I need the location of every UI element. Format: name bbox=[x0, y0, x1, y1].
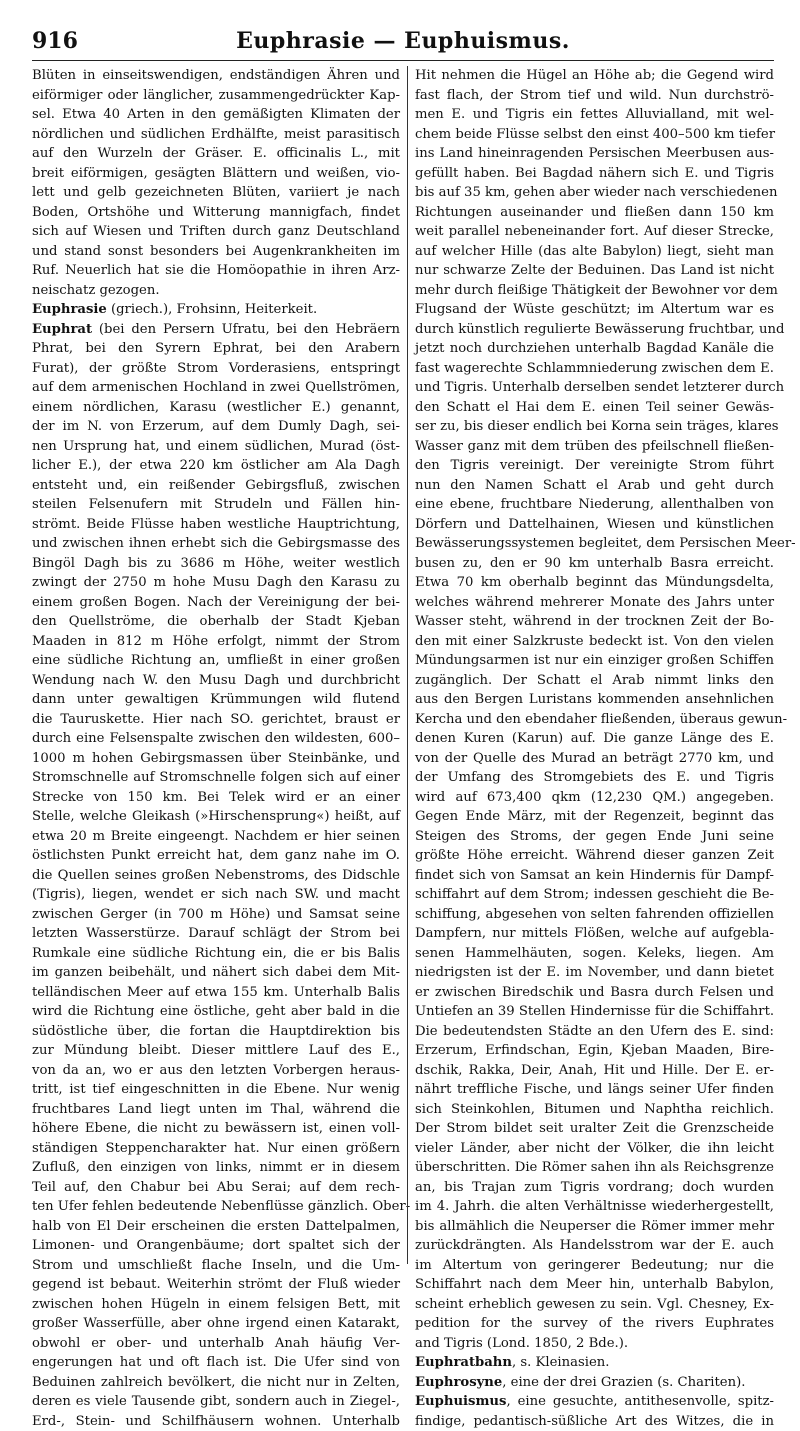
text-line bbox=[32, 417, 400, 437]
line-text: nördlichen und südlichen Erdhälfte, meist parasitisch bbox=[32, 127, 400, 142]
text-line bbox=[415, 1275, 774, 1295]
line-text: Stromschnelle auf Stromschnelle folgen sich auf einer bbox=[32, 770, 400, 785]
header-rule bbox=[32, 60, 774, 61]
text-line bbox=[32, 573, 400, 593]
line-text: fruchtbares Land liegt unten im Thal, während die bbox=[32, 1102, 400, 1117]
text-line bbox=[32, 476, 400, 496]
text-line bbox=[415, 1314, 774, 1334]
line-text: sel. Etwa 40 Arten in den gemäßigten Klimaten der bbox=[32, 107, 400, 122]
line-text: (griech.), Frohsinn, Heiterkeit. bbox=[107, 302, 317, 317]
text-line bbox=[415, 671, 774, 691]
text-line bbox=[415, 554, 774, 574]
line-text: zwischen Gerger (in 700 m Höhe) und Samsat seine bbox=[32, 907, 400, 922]
line-text: tritt, ist tief eingeschnitten in die Ebene. Nur wenig bbox=[32, 1082, 400, 1097]
line-text: eiförmiger oder länglicher, zusammengedrückter Kap- bbox=[32, 88, 400, 103]
line-text: an, bis Trajan zum Tigris vordrang; doch wurden bbox=[415, 1180, 774, 1195]
text-line bbox=[415, 1002, 774, 1022]
text-line bbox=[32, 534, 400, 554]
text-line bbox=[415, 105, 774, 125]
text-line bbox=[415, 300, 774, 320]
line-text: niedrigsten ist der E. im November, und dann bietet bbox=[415, 965, 774, 980]
text-line bbox=[32, 846, 400, 866]
text-line bbox=[415, 1080, 774, 1100]
text-line bbox=[32, 222, 400, 242]
line-text: wird auf 673,400 qkm (12,230 QM.) angegeben. bbox=[415, 790, 774, 805]
line-text: Schiffahrt nach dem Meer hin, unterhalb Babylon, bbox=[415, 1277, 774, 1292]
text-line bbox=[32, 1256, 400, 1276]
text-line bbox=[32, 963, 400, 983]
page-header bbox=[32, 26, 774, 62]
text-line bbox=[415, 1256, 774, 1276]
line-text: Wasser steht, während in der trocknen Zeit der Bo- bbox=[415, 614, 774, 629]
line-text: Furat), der größte Strom Vorderasiens, entspringt bbox=[32, 361, 400, 376]
line-text: der im N. von Erzerum, auf dem Dumly Dagh, sei- bbox=[32, 419, 400, 434]
line-text: Gegen Ende März, mit der Regenzeit, beginnt das bbox=[415, 809, 774, 824]
line-text: östlichsten Punkt erreicht hat, dem ganz nahe im O. bbox=[32, 848, 400, 863]
line-text: durch künstlich regulierte Bewässerung fruchtbar, und bbox=[415, 322, 784, 337]
text-line bbox=[32, 632, 400, 652]
line-text: Kercha und den ebendaher fließenden, überaus gewun- bbox=[415, 712, 787, 727]
text-line bbox=[32, 242, 400, 262]
line-text: Erzerum, Erfindschan, Egin, Kjeban Maaden, Bire- bbox=[415, 1043, 774, 1058]
line-text: von der Quelle des Murad an beträgt 2770 km, und bbox=[415, 751, 774, 766]
line-text: telländischen Meer auf etwa 155 km. Unterhalb Balis bbox=[32, 985, 400, 1000]
line-text: Dampfern, nur mittels Flößen, welche auf aufgebla- bbox=[415, 926, 774, 941]
line-text: den Schatt el Hai dem E. einen Teil seiner Gewäs- bbox=[415, 400, 774, 415]
line-text: , s. Kleinasien. bbox=[512, 1355, 609, 1370]
text-line bbox=[32, 261, 400, 281]
line-text: bis allmählich die Neuperser die Römer immer mehr bbox=[415, 1219, 774, 1234]
line-text: entsteht und, ein reißender Gebirgsfluß, zwischen bbox=[32, 478, 400, 493]
text-line bbox=[415, 1041, 774, 1061]
text-line bbox=[415, 242, 774, 262]
line-text: nährt treffliche Fische, und längs seiner Ufer finden bbox=[415, 1082, 774, 1097]
line-text: senen Hammelhäuten, sogen. Keleks, liegen. Am bbox=[415, 946, 774, 961]
line-text: den mit einer Salzkruste bedeckt ist. Von den vielen bbox=[415, 634, 774, 649]
text-line bbox=[415, 222, 774, 242]
line-text: Boden, Ortshöhe und Witterung mannigfach, findet bbox=[32, 205, 400, 220]
text-line bbox=[32, 1061, 400, 1081]
line-text: letzten Wasserstürze. Darauf schlägt der Strom bei bbox=[32, 926, 400, 941]
text-line bbox=[32, 105, 400, 125]
text-line bbox=[32, 1353, 400, 1373]
text-line bbox=[32, 1100, 400, 1120]
text-line bbox=[32, 1139, 400, 1159]
text-line bbox=[415, 924, 774, 944]
text-line bbox=[32, 1119, 400, 1139]
text-line bbox=[32, 1080, 400, 1100]
text-line bbox=[415, 1022, 774, 1042]
line-text: mehr durch fleißige Thätigkeit der Bewohner vor dem bbox=[415, 283, 778, 298]
column-divider bbox=[407, 66, 408, 1264]
text-line bbox=[32, 651, 400, 671]
line-text: chem beide Flüsse selbst den einst 400–500 km tiefer bbox=[415, 127, 775, 142]
entry-headword: Euphratbahn bbox=[415, 1355, 512, 1370]
line-text: nun den Namen Schatt el Arab und geht durch bbox=[415, 478, 774, 493]
text-line bbox=[32, 885, 400, 905]
line-text: Maaden in 812 m Höhe erfolgt, nimmt der Strom bbox=[32, 634, 400, 649]
text-line bbox=[32, 86, 400, 106]
line-text: Blüten in einseitswendigen, endständigen Ähren und bbox=[32, 68, 400, 83]
text-line bbox=[32, 944, 400, 964]
line-text: Etwa 70 km oberhalb beginnt das Mündungsdelta, bbox=[415, 575, 774, 590]
line-text: Steigen des Stroms, der gegen Ende Juni seine bbox=[415, 829, 774, 844]
line-text: ins Land hineinragenden Persischen Meerbusen aus- bbox=[415, 146, 774, 161]
text-line bbox=[415, 710, 774, 730]
line-text: vieler Länder, aber nicht der Völker, die ihn leicht bbox=[415, 1141, 774, 1156]
line-text: nen Ursprung hat, und einem südlichen, Murad (öst- bbox=[32, 439, 400, 454]
page-number: 916 bbox=[32, 28, 78, 54]
line-text: bis auf 35 km, gehen aber wieder nach verschiedenen bbox=[415, 185, 777, 200]
text-line bbox=[32, 281, 400, 301]
text-line bbox=[415, 651, 774, 671]
text-line bbox=[415, 944, 774, 964]
line-text: findet sich von Samsat an kein Hindernis für Dampf- bbox=[415, 868, 774, 883]
line-text: Flugsand der Wüste geschützt; im Altertum war es bbox=[415, 302, 774, 317]
line-text: auf welcher Hille (das alte Babylon) liegt, sieht man bbox=[415, 244, 774, 259]
line-text: im 4. Jahrh. die alten Verhältnisse wiederhergestellt, bbox=[415, 1199, 774, 1214]
line-text: 1000 m hohen Gebirgsmassen über Steinbänke, und bbox=[32, 751, 400, 766]
line-text: Limonen- und Orangenbäume; dort spaltet sich der bbox=[32, 1238, 400, 1253]
text-line bbox=[415, 144, 774, 164]
line-text: Bewässerungssystemen begleitet, dem Persischen Meer- bbox=[415, 536, 796, 551]
line-text: durch eine Felsenspalte zwischen den wildesten, 600– bbox=[32, 731, 400, 746]
text-line bbox=[415, 1119, 774, 1139]
line-text: (Tigris), liegen, wendet er sich nach SW. und macht bbox=[32, 887, 400, 902]
text-line bbox=[32, 1295, 400, 1315]
text-line bbox=[415, 495, 774, 515]
line-text: and Tigris (Lond. 1850, 2 Bde.). bbox=[415, 1336, 628, 1351]
text-line bbox=[415, 866, 774, 886]
line-text: Ruf. Neuerlich hat sie die Homöopathie in ihren Arz- bbox=[32, 263, 400, 278]
line-text: etwa 20 m Breite eingeengt. Nachdem er hier seinen bbox=[32, 829, 400, 844]
text-line bbox=[32, 378, 400, 398]
line-text: denen Kuren (Karun) auf. Die ganze Länge des E. bbox=[415, 731, 774, 746]
line-text: er zwischen Biredschik und Basra durch Felsen und bbox=[415, 985, 774, 1000]
entry-start-line bbox=[415, 1353, 774, 1373]
text-line bbox=[415, 1100, 774, 1120]
line-text: den Tigris vereinigt. Der vereinigte Strom führt bbox=[415, 458, 774, 473]
text-line bbox=[415, 1197, 774, 1217]
line-text: welches während mehrerer Monate des Jahrs unter bbox=[415, 595, 774, 610]
text-line bbox=[32, 1178, 400, 1198]
text-line bbox=[32, 729, 400, 749]
line-text: größte Höhe erreicht. Während dieser ganzen Zeit bbox=[415, 848, 774, 863]
text-line bbox=[32, 866, 400, 886]
text-line bbox=[32, 1022, 400, 1042]
line-text: weit parallel nebeneinander fort. Auf dieser Strecke, bbox=[415, 224, 774, 239]
line-text: großer Wasserfülle, aber ohne irgend einen Katarakt, bbox=[32, 1316, 400, 1331]
text-line bbox=[415, 827, 774, 847]
line-text: gefüllt haben. Bei Bagdad nähern sich E. und Tigris bbox=[415, 166, 774, 181]
running-head: Euphrasie — Euphuismus. bbox=[32, 28, 774, 54]
text-line bbox=[32, 1041, 400, 1061]
line-text: scheint erheblich gewesen zu sein. Vgl. Chesney, Ex- bbox=[415, 1297, 774, 1312]
text-line bbox=[415, 1412, 774, 1431]
line-text: Teil auf, den Chabur bei Abu Serai; auf dem rech- bbox=[32, 1180, 400, 1195]
line-text: , eine gesuchte, antithesenvolle, spitz- bbox=[506, 1394, 774, 1409]
line-text: deren es viele Tausende gibt, sondern auch in Ziegel-, bbox=[32, 1394, 400, 1409]
line-text: höhere Ebene, die nicht zu bewässern ist, einen voll- bbox=[32, 1121, 400, 1136]
line-text: , eine der drei Grazien (s. Chariten). bbox=[502, 1375, 745, 1390]
right-column bbox=[415, 66, 774, 1266]
entry-headword: Euphuismus bbox=[415, 1394, 506, 1409]
text-line bbox=[32, 807, 400, 827]
text-line bbox=[32, 66, 400, 86]
line-text: pedition for the survey of the rivers Euphrates bbox=[415, 1316, 774, 1331]
line-text: engerungen hat und oft flach ist. Die Ufer sind von bbox=[32, 1355, 400, 1370]
line-text: Rumkale eine südliche Richtung ein, die er bis Balis bbox=[32, 946, 400, 961]
line-text: licher E.), der etwa 220 km östlicher am Ala Dagh bbox=[32, 458, 400, 473]
text-line bbox=[415, 612, 774, 632]
line-text: Zufluß, den einzigen von links, nimmt er in diesem bbox=[32, 1160, 400, 1175]
text-line bbox=[415, 573, 774, 593]
text-line bbox=[32, 593, 400, 613]
text-line bbox=[415, 281, 774, 301]
text-line bbox=[415, 768, 774, 788]
line-text: im ganzen beibehält, und nähert sich dabei dem Mit- bbox=[32, 965, 400, 980]
text-line bbox=[32, 1275, 400, 1295]
text-line bbox=[32, 690, 400, 710]
text-line bbox=[32, 612, 400, 632]
line-text: Mündungsarmen ist nur ein einziger großen Schiffen bbox=[415, 653, 774, 668]
line-text: lett und gelb gezeichneten Blüten, variiert je nach bbox=[32, 185, 400, 200]
text-line bbox=[415, 632, 774, 652]
entry-headword: Euphrosyne bbox=[415, 1375, 502, 1390]
line-text: aus den Bergen Luristans kommenden ansehnlichen bbox=[415, 692, 774, 707]
line-text: Strecke von 150 km. Bei Telek wird er an einer bbox=[32, 790, 400, 805]
line-text: ser zu, bis dieser endlich bei Korna sein träges, klares bbox=[415, 419, 779, 434]
line-text: Richtungen auseinander und fließen dann 150 km bbox=[415, 205, 774, 220]
text-line bbox=[32, 1373, 400, 1393]
line-text: eine südliche Richtung an, umfließt in einer großen bbox=[32, 653, 400, 668]
line-text: schiffahrt auf dem Strom; indessen geschieht die Be- bbox=[415, 887, 774, 902]
entry-start-line bbox=[415, 1373, 774, 1393]
line-text: zurückdrängten. Als Handelsstrom war der E. auch bbox=[415, 1238, 774, 1253]
line-text: einem nördlichen, Karasu (westlicher E.) genannt, bbox=[32, 400, 400, 415]
text-line bbox=[32, 749, 400, 769]
text-line bbox=[415, 183, 774, 203]
line-text: die Quellen seines großen Nebenstroms, des Didschle bbox=[32, 868, 400, 883]
text-line bbox=[32, 515, 400, 535]
line-text: gegend ist bebaut. Weiterhin strömt der Fluß wieder bbox=[32, 1277, 400, 1292]
line-text: dschik, Rakka, Deir, Anah, Hit und Hille. Der E. er- bbox=[415, 1063, 774, 1078]
line-text: nur schwarze Zelte der Beduinen. Das Land ist nicht bbox=[415, 263, 774, 278]
text-line bbox=[32, 456, 400, 476]
line-text: zwischen hohen Hügeln in einem felsigen Bett, mit bbox=[32, 1297, 400, 1312]
line-text: Erd-, Stein- und Schilfhäusern wohnen. Unterhalb bbox=[32, 1414, 400, 1429]
text-line bbox=[415, 320, 774, 340]
text-line bbox=[32, 203, 400, 223]
text-line bbox=[415, 1178, 774, 1198]
line-text: die Tauruskette. Hier nach SO. gerichtet, braust er bbox=[32, 712, 400, 727]
text-line bbox=[415, 885, 774, 905]
line-text: Phrat, bei den Syrern Ephrat, bei den Arabern bbox=[32, 341, 400, 356]
text-line bbox=[415, 1334, 774, 1354]
text-line bbox=[415, 339, 774, 359]
text-line bbox=[415, 359, 774, 379]
line-text: fast flach, der Strom tief und wild. Nun durchströ- bbox=[415, 88, 774, 103]
text-line bbox=[32, 1412, 400, 1431]
text-line bbox=[32, 1334, 400, 1354]
entry-start-line bbox=[32, 300, 400, 320]
text-line bbox=[32, 710, 400, 730]
line-text: der Umfang des Stromgebiets des E. und Tigris bbox=[415, 770, 774, 785]
line-text: Wasser ganz mit dem trüben des pfeilschnell fließen- bbox=[415, 439, 774, 454]
text-line bbox=[32, 495, 400, 515]
line-text: steilen Felsenufern mit Strudeln und Fällen hin- bbox=[32, 497, 400, 512]
text-line bbox=[32, 905, 400, 925]
text-line bbox=[415, 417, 774, 437]
text-line bbox=[415, 437, 774, 457]
line-text: einem großen Bogen. Nach der Vereinigung der bei- bbox=[32, 595, 400, 610]
line-text: und stand sonst besonders bei Augenkrankheiten im bbox=[32, 244, 400, 259]
entry-start-line bbox=[415, 1392, 774, 1412]
line-text: findige, pedantisch-süßliche Art des Witzes, die in bbox=[415, 1414, 774, 1429]
text-line bbox=[32, 1392, 400, 1412]
text-line bbox=[32, 671, 400, 691]
entry-headword: Euphrasie bbox=[32, 302, 107, 317]
text-line bbox=[415, 1139, 774, 1159]
text-line bbox=[32, 924, 400, 944]
text-line bbox=[32, 125, 400, 145]
text-line bbox=[32, 1314, 400, 1334]
line-text: Strom und umschließt flache Inseln, und die Um- bbox=[32, 1258, 400, 1273]
line-text: Dörfern und Dattelhainen, Wiesen und künstlichen bbox=[415, 517, 774, 532]
text-line bbox=[32, 788, 400, 808]
text-line bbox=[32, 554, 400, 574]
line-text: (bei den Persern Ufratu, bei den Hebräern bbox=[92, 322, 400, 337]
text-line bbox=[415, 593, 774, 613]
line-text: Beduinen zahlreich bevölkert, die nicht nur in Zelten, bbox=[32, 1375, 400, 1390]
line-text: jetzt noch durchziehen unterhalb Bagdad Kanäle die bbox=[415, 341, 774, 356]
text-line bbox=[32, 183, 400, 203]
line-text: Hit nehmen die Hügel an Höhe ab; die Gegend wird bbox=[415, 68, 774, 83]
line-text: Stelle, welche Gleikash (»Hirschensprung«) heißt, auf bbox=[32, 809, 400, 824]
text-line bbox=[415, 378, 774, 398]
line-text: und zwischen ihnen erhebt sich die Gebirgsmasse des bbox=[32, 536, 400, 551]
text-line bbox=[415, 905, 774, 925]
line-text: obwohl er ober- und unterhalb Anah häufig Ver- bbox=[32, 1336, 400, 1351]
text-line bbox=[32, 144, 400, 164]
line-text: im Altertum von geringerer Bedeutung; nur die bbox=[415, 1258, 774, 1273]
text-line bbox=[415, 515, 774, 535]
text-line bbox=[32, 1197, 400, 1217]
text-line bbox=[415, 729, 774, 749]
text-line bbox=[415, 1158, 774, 1178]
text-line bbox=[32, 339, 400, 359]
text-line bbox=[32, 164, 400, 184]
left-column bbox=[32, 66, 400, 1266]
text-line bbox=[32, 827, 400, 847]
line-text: zwingt der 2750 m hohe Musu Dagh den Karasu zu bbox=[32, 575, 400, 590]
line-text: südöstliche über, die fortan die Hauptdirektion bis bbox=[32, 1024, 400, 1039]
text-line bbox=[415, 203, 774, 223]
text-line bbox=[415, 534, 774, 554]
text-line bbox=[32, 1002, 400, 1022]
entry-start-line bbox=[32, 320, 400, 340]
text-line bbox=[32, 1217, 400, 1237]
line-text: dann unter gewaltigen Krümmungen wild flutend bbox=[32, 692, 400, 707]
line-text: ständigen Steppencharakter hat. Nur einen größern bbox=[32, 1141, 400, 1156]
text-line bbox=[32, 983, 400, 1003]
text-line bbox=[415, 164, 774, 184]
text-line bbox=[415, 1217, 774, 1237]
text-line bbox=[415, 86, 774, 106]
line-text: fast wagerechte Schlammniederung zwischen dem E. bbox=[415, 361, 774, 376]
line-text: Untiefen an 39 Stellen Hindernisse für die Schiffahrt. bbox=[415, 1004, 774, 1019]
text-line bbox=[415, 788, 774, 808]
text-line bbox=[415, 690, 774, 710]
text-line bbox=[415, 456, 774, 476]
line-text: Wendung nach W. den Musu Dagh und durchbricht bbox=[32, 673, 400, 688]
line-text: auf dem armenischen Hochland in zwei Quellströmen, bbox=[32, 380, 400, 395]
line-text: neischatz gezogen. bbox=[32, 283, 160, 298]
text-line bbox=[415, 1236, 774, 1256]
line-text: schiffung, abgesehen von selten fahrenden offiziellen bbox=[415, 907, 774, 922]
text-line bbox=[415, 261, 774, 281]
text-line bbox=[32, 768, 400, 788]
line-text: auf den Wurzeln der Gräser. E. officinalis L., mit bbox=[32, 146, 400, 161]
line-text: zur Mündung bleibt. Dieser mittlere Lauf des E., bbox=[32, 1043, 400, 1058]
text-line bbox=[32, 359, 400, 379]
line-text: Der Strom bildet seit uralter Zeit die Grenzscheide bbox=[415, 1121, 774, 1136]
line-text: Bingöl Dagh bis zu 3686 m Höhe, weiter westlich bbox=[32, 556, 400, 571]
line-text: breit eiförmigen, gesägten Blättern und weißen, vio- bbox=[32, 166, 400, 181]
text-line bbox=[415, 1295, 774, 1315]
text-line bbox=[32, 398, 400, 418]
line-text: von da an, wo er aus den letzten Vorbergen heraus- bbox=[32, 1063, 400, 1078]
line-text: busen zu, den er 90 km unterhalb Basra erreicht. bbox=[415, 556, 774, 571]
line-text: strömt. Beide Flüsse haben westliche Hauptrichtung, bbox=[32, 517, 400, 532]
text-line bbox=[415, 125, 774, 145]
text-line bbox=[415, 846, 774, 866]
entry-headword: Euphrat bbox=[32, 322, 92, 337]
text-line bbox=[415, 398, 774, 418]
line-text: eine ebene, fruchtbare Niederung, allenthalben von bbox=[415, 497, 774, 512]
line-text: überschritten. Die Römer sahen ihn als Reichsgrenze bbox=[415, 1160, 774, 1175]
text-line bbox=[415, 807, 774, 827]
line-text: den Quellströme, die oberhalb der Stadt Kjeban bbox=[32, 614, 400, 629]
line-text: Die bedeutendsten Städte an den Ufern des E. sind: bbox=[415, 1024, 774, 1039]
text-line bbox=[415, 476, 774, 496]
line-text: zugänglich. Der Schatt el Arab nimmt links den bbox=[415, 673, 774, 688]
line-text: sich Steinkohlen, Bitumen und Naphtha reichlich. bbox=[415, 1102, 774, 1117]
line-text: wird die Richtung eine östliche, geht aber bald in die bbox=[32, 1004, 400, 1019]
text-line bbox=[415, 963, 774, 983]
text-line bbox=[32, 1158, 400, 1178]
text-line bbox=[415, 983, 774, 1003]
line-text: sich auf Wiesen und Triften durch ganz Deutschland bbox=[32, 224, 400, 239]
text-line bbox=[415, 66, 774, 86]
line-text: halb von El Deir erscheinen die ersten Dattelpalmen, bbox=[32, 1219, 400, 1234]
text-line bbox=[32, 1236, 400, 1256]
text-line bbox=[32, 437, 400, 457]
text-line bbox=[415, 749, 774, 769]
line-text: men E. und Tigris ein fettes Alluvialland, mit wel- bbox=[415, 107, 774, 122]
line-text: und Tigris. Unterhalb derselben sendet letzterer durch bbox=[415, 380, 784, 395]
line-text: ten Ufer fehlen bedeutende Nebenflüsse gänzlich. Ober- bbox=[32, 1199, 410, 1214]
text-line bbox=[415, 1061, 774, 1081]
